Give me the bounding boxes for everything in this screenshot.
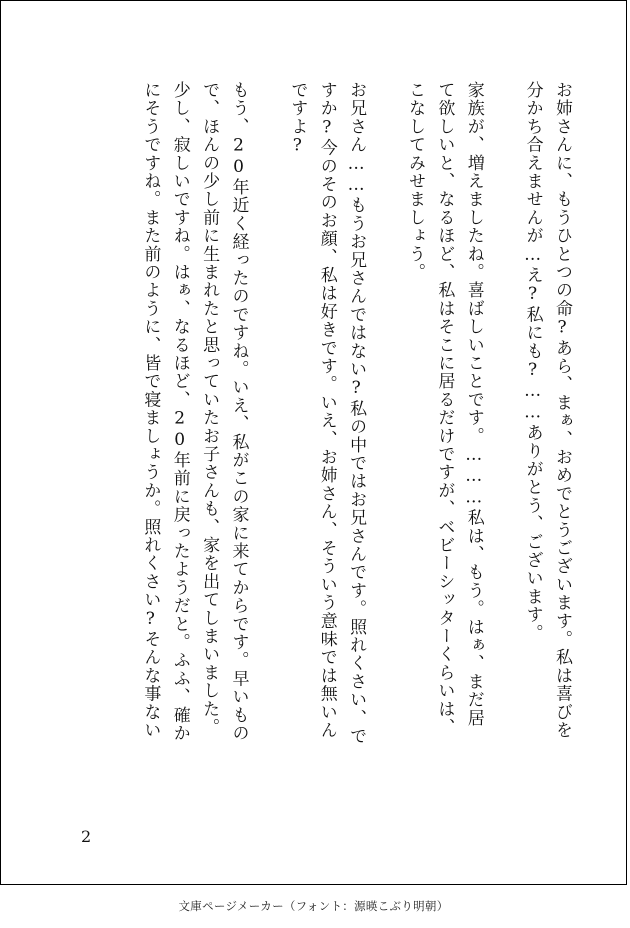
text-line: すか?今のそのお顔、私は好きです。いえ、お姉さん、そういう意味では無いん [316,81,337,740]
text-line: もう、20年近く経ったのですね。いえ、私がこの家に来てからです。早いもの [228,81,249,743]
text-line: て欲しいと、なるほど、私はそこに居るだけですが、ベビーシッターくらいは、 [434,81,455,737]
vertical-text-body [135,81,576,811]
text-line: お姉さんに、もうひとつの命?あら、まぁ、おめでとうございます。私は喜びを [552,81,572,740]
text-line: で、ほんの少し前に生まれたと思っていたお子さんも、家を出てしまいました。 [199,81,220,737]
text-line: お兄さん……もうお兄さんではない?私の中ではお兄さんです。照れくさい、で [346,81,367,746]
text-line: にそうですね。また前のように、皆で寝ましょうか。照れくさい?そんな事ない [140,81,161,740]
text-line [370,81,399,811]
text-line: 少し、寂しいですね。はぁ、なるほど、20年前に戻ったようだと。ふふ、確か [169,81,190,743]
footer-credit: 文庫ページメーカー（フォント：源暎こぶり明朝） [178,899,449,913]
text-line: 家族が、増えましたね。喜ばしいことです。………私は、もう。はぁ、まだ居 [463,81,484,727]
page-number: 2 [81,827,92,846]
text-line [488,81,517,811]
text-line: 分かち合えませんが…え?私にも?……ありがとう、ございます。 [522,81,543,642]
text-line: ですよ? [287,81,308,157]
text-line [253,81,282,811]
text-line: こなしてみせましょう。 [404,81,425,282]
